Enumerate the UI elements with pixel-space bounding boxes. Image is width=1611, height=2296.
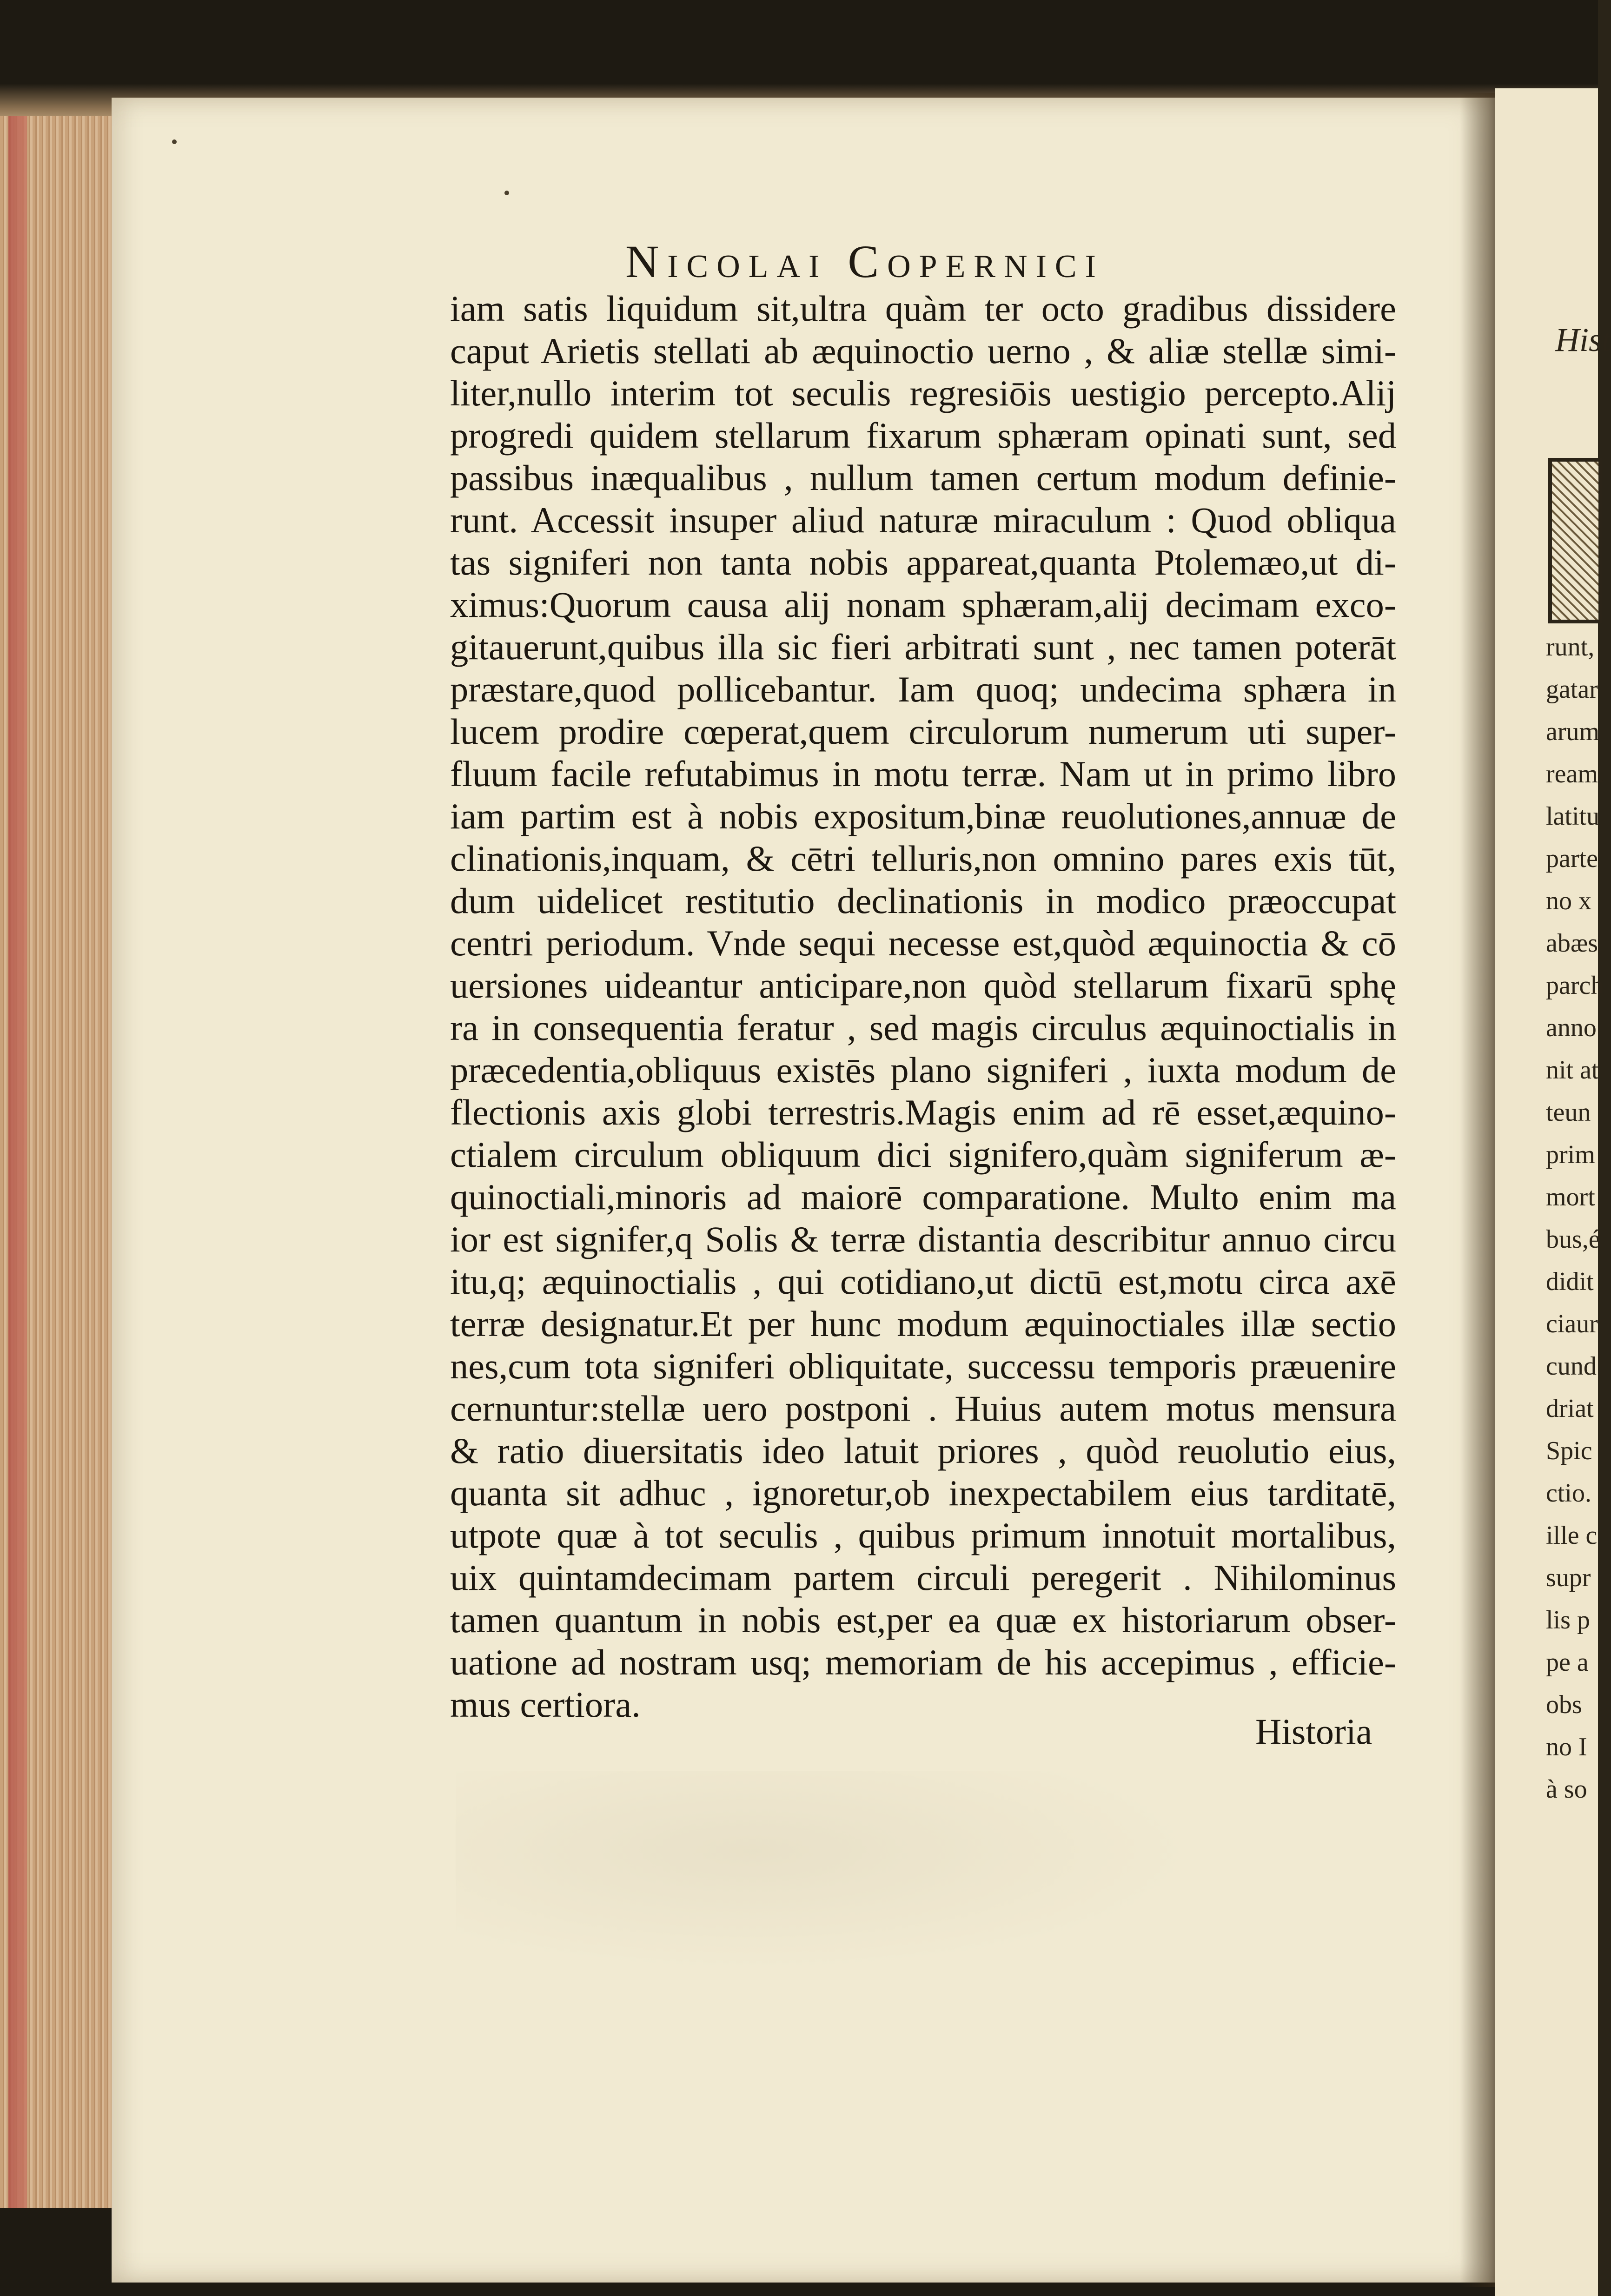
text-line: præstare,quod pollicebantur. Iam quoq; undecima sphæra in <box>450 669 1396 709</box>
facing-line-fragment: obs <box>1546 1690 1582 1719</box>
facing-line-fragment: à so <box>1546 1775 1587 1804</box>
facing-line-fragment: arum <box>1546 717 1600 746</box>
facing-line-fragment: gatar <box>1546 675 1598 704</box>
text-line: uix quintamdecimam partem circuli peregerit . Nihilominus <box>450 1557 1396 1598</box>
text-line: tas signiferi non tanta nobis appareat,quanta Ptolemæo,ut di- <box>450 542 1396 582</box>
text-line: gitauerunt,quibus illa sic fieri arbitrati sunt , nec tamen poterāt <box>450 627 1396 667</box>
facing-page-head: Hist <box>1555 321 1611 358</box>
facing-line-fragment: ctio. <box>1546 1479 1591 1508</box>
text-line: caput Arietis stellati ab æquinoctio uerno , & aliæ stellæ simi- <box>450 331 1396 371</box>
text-line: liter,nullo interim tot seculis regresiōis uestigio percepto.Alij <box>450 373 1396 413</box>
running-head: Nicolai Copernici <box>625 236 1104 287</box>
facing-line-fragment: latitu <box>1546 802 1600 831</box>
text-line: uersiones uideantur anticipare,non quòd stellarum fixarū sphę <box>450 965 1396 1006</box>
facing-line-fragment: pe a <box>1546 1648 1589 1677</box>
text-line: iam partim est à nobis expositum,binæ reuolutiones,annuæ de <box>450 796 1396 836</box>
text-line: mus certiora. <box>450 1684 641 1725</box>
text-line: passibus inæqualibus , nullum tamen certum modum definie- <box>450 457 1396 498</box>
facing-line-fragment: teun <box>1546 1098 1591 1127</box>
page-body-text <box>450 287 1396 1726</box>
text-line: runt. Accessit insuper aliud naturæ miraculum : Quod obliqua <box>450 500 1396 540</box>
text-line: terræ designatur.Et per hunc modum æquinoctiales illæ sectio <box>450 1303 1396 1344</box>
facing-line-fragment: anno <box>1546 1013 1597 1042</box>
text-line: ximus:Quorum causa alij nonam sphæram,alij decimam exco- <box>450 584 1396 625</box>
facing-line-fragment: driat <box>1546 1394 1594 1423</box>
text-line: utpote quæ à tot seculis , quibus primum innotuit mortalibus, <box>450 1515 1396 1555</box>
facing-line-fragment: abæs <box>1546 929 1598 958</box>
facing-line-fragment: ciaur <box>1546 1310 1598 1338</box>
facing-line-fragment: parch <box>1546 971 1604 1000</box>
facing-line-fragment: didit <box>1546 1267 1594 1296</box>
text-line: iam satis liquidum sit,ultra quàm ter octo gradibus dissidere <box>450 288 1396 329</box>
facing-line-fragment: nit at <box>1546 1056 1599 1085</box>
facing-line-fragment: bus,é <box>1546 1225 1600 1254</box>
facing-page-text <box>1546 0 1604 2296</box>
text-line: præcedentia,obliquus existēs plano signiferi , iuxta modum de <box>450 1050 1396 1090</box>
text-line: ra in consequentia feratur , sed magis circulus æquinoctialis in <box>450 1007 1396 1048</box>
facing-line-fragment: supr <box>1546 1563 1591 1592</box>
text-line: quanta sit adhuc , ignoretur,ob inexpectabilem eius tarditatē, <box>450 1473 1396 1513</box>
text-line: tamen quantum in nobis est,per ea quæ ex historiarum obser- <box>450 1600 1396 1640</box>
facing-line-fragment: cund <box>1546 1352 1597 1381</box>
catchword: Historia <box>1255 1711 1372 1752</box>
facing-line-fragment: no x <box>1546 887 1591 915</box>
text-line: fluum facile refutabimus in motu terræ. Nam ut in primo libro <box>450 754 1396 794</box>
book-red-edge <box>8 116 27 2208</box>
text-line: dum uidelicet restitutio declinationis in modico præoccupat <box>450 880 1396 921</box>
page-speck <box>172 139 177 144</box>
text-line: ctialem circulum obliquum dici signifero,quàm signiferum æ- <box>450 1134 1396 1175</box>
facing-line-fragment: prim <box>1546 1140 1595 1169</box>
text-line: nes,cum tota signiferi obliquitate, successu temporis præuenire <box>450 1346 1396 1386</box>
ink-show-through <box>456 1771 1200 1971</box>
text-line: clinationis,inquam, & cētri telluris,non omnino pares exis tūt, <box>450 838 1396 879</box>
text-line: & ratio diuersitatis ideo latuit priores , quòd reuolutio eius, <box>450 1430 1396 1471</box>
facing-line-fragment: mort <box>1546 1183 1595 1211</box>
text-line: lucem prodire cœperat,quem circulorum numerum uti super- <box>450 711 1396 752</box>
facing-line-fragment: Spic <box>1546 1436 1592 1465</box>
facing-line-fragment: ille c <box>1546 1521 1598 1550</box>
facing-line-fragment: parte <box>1546 844 1598 873</box>
text-line: flectionis axis globi terrestris.Magis enim ad rē esset,æquino- <box>450 1092 1396 1132</box>
text-line: centri periodum. Vnde sequi necesse est,quòd æquinoctia & cō <box>450 923 1396 963</box>
text-line: itu,q; æquinoctialis , qui cotidiano,ut dictū est,motu circa axē <box>450 1261 1396 1302</box>
text-line: quinoctiali,minoris ad maiorē comparatione. Multo enim ma <box>450 1177 1396 1217</box>
facing-line-fragment: runt, <box>1546 633 1595 662</box>
text-line: ior est signifer,q Solis & terræ distantia describitur annuo circu <box>450 1219 1396 1259</box>
text-line: uatione ad nostram usq; memoriam de his accepimus , efficie- <box>450 1642 1396 1682</box>
page-speck <box>504 191 509 195</box>
facing-line-fragment: lis p <box>1546 1606 1590 1634</box>
facing-line-fragment: ream. <box>1546 760 1604 788</box>
text-line: progredi quidem stellarum fixarum sphæram opinati sunt, sed <box>450 415 1396 456</box>
text-line: cernuntur:stellæ uero postponi . Huius autem motus mensura <box>450 1388 1396 1429</box>
facing-line-fragment: no I <box>1546 1733 1587 1761</box>
